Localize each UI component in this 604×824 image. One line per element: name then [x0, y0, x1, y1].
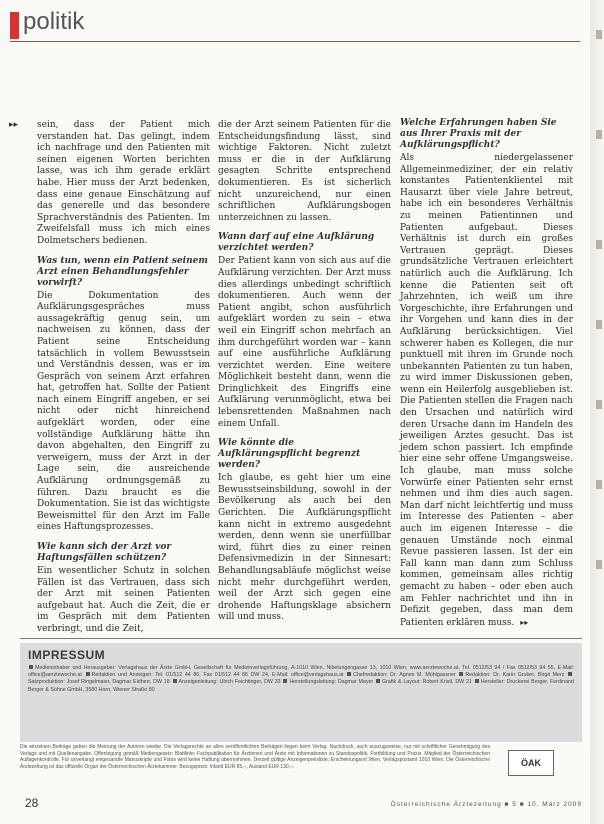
section-accent-bar: [10, 12, 19, 39]
impressum-item: Redaktion und Anzeigen: Tel. 01/512 44 86, Fax 01/512 44 86 DW 24, E-Mail: office@verlagshaus.at: [91, 672, 344, 679]
bullet-square-icon: [173, 679, 177, 683]
impressum-item: Grafik & Layout: Robert Kristl, DW 21: [382, 679, 472, 686]
impressum-title: IMPRESSUM: [28, 648, 106, 662]
article-start-marker: ▸▸: [9, 120, 19, 130]
edge-mark: [596, 400, 602, 409]
paragraph: [400, 153, 573, 629]
impressum-item: Satzproduktion: Josef Ringelmaier, Dagmar Eidherr, DW 18: [28, 679, 170, 686]
bullet-square-icon: [568, 672, 572, 676]
text-column-3: [400, 118, 573, 635]
paragraph: Ein wesentlicher Schutz in solchen Fällen ist das Vertrauen, dass sich der Arzt mit seinen Patienten aufgebaut hat. Auch die Zeit, die er im Gespräch mit dem Patienten verbringt, und die Zeit,: [37, 566, 210, 634]
impressum-item: Hersteller: Druckerei Berger, Ferdinand Berger & Söhne GmbH, 3580 Horn, Wiener Straße 80: [28, 679, 574, 693]
paragraph-text: Als niedergelassener Allgemeinmediziner, der ein relativ konstantes Patientenklientel mit Hausarzt über viele Jahre betreut, habe ich ein besonderes Verhältnis zu meinen Patientinnen und Patienten aufgebaut. Dieses Verhältnis ist durch ein großes Vertrauen geprägt. Dieses grundsätzliche Vertrauen erleichtert natürlich auch die Aufklärung. Ich kenne die Patienten seit oft Jahrzehnten, ich weiß um ihre Vorgeschichte, ihre Erfahrungen und ihr Vorgehen und kann dies in der Aufklärung berücksichtigen. Viel schwerer haben es Kollegen, die nur punktuell mit ihren im Grunde noch unbekannten Patienten zu tun haben, zu wird immer Diskussionen geben, wenn ein Heilerfolg ausgeblieben ist. Die Patienten stellen die Fragen nach den Ursachen und natürlich wird deren Ursache dann im Handeln des jeweiligen Arztes gesucht. Das ist jedem schon passiert. Ich empfinde hier eine sehr offene Umgangsweise. Ich glaube, man muss solche Vorwürfe einer Patienten sehr ernst nehmen und ihm dies auch sagen. Man darf nicht leichtfertig und muss im Interesse des Patienten – aber auch im eigenen Interesse – die genauen Umstände noch einmal Revue passieren lassen. Ist der ein Fall kann man dann zum Schluss kommen, gemeinsam alles richtig gemacht zu haben – oder eben auch am Fehler nachrichtet und ihn in Defizit gegeben, dass man dem Patienten erklären muss.: [400, 153, 573, 628]
header-rule: [10, 41, 580, 42]
edge-mark: [596, 560, 602, 569]
paragraph: Ich glaube, es geht hier um eine Bewusstseinsbildung, sowohl in der Bevölkerung als auch bei den Gerichten. Die Aufklärungspflicht kann nicht in extremo ausgedehnt werden, denn wenn sie unerfüllbar wird, führt dies zu einer reinen Defensivmedizin in der Sinnesart: Behandlungsabläufe möglichst weise nicht mehr durchgeführt werden, weil der Arzt sich gegen eine drohende Haftungsklage absichern will und muss.: [218, 473, 391, 623]
bullet-square-icon: [86, 672, 90, 676]
paragraph: die der Arzt seinem Patienten für die Entscheidungsfindung lässt, sind wichtige Faktoren. Nicht zuletzt muss er die in der Aufklärung gesagten Schritte entsprechend dokumentieren. Es ist sicherlich nicht unzureichend, nur einen schriftlichen Aufklärungsbogen unterzeichnen zu lassen.: [218, 120, 391, 223]
impressum-rule: [20, 638, 582, 639]
impressum-item: Herstellungsleitung: Dagmar Mayer: [289, 679, 374, 686]
page-edge: [590, 0, 604, 824]
bullet-square-icon: [347, 672, 351, 676]
text-column-1: [37, 120, 210, 642]
impressum-body: [28, 665, 574, 694]
edge-mark: [596, 30, 602, 39]
edge-mark: [596, 240, 602, 249]
edge-mark: [596, 130, 602, 139]
bullet-square-icon: [475, 679, 479, 683]
bullet-square-icon: [376, 679, 380, 683]
impressum-box: [20, 643, 582, 742]
question-heading: Welche Erfahrungen haben Sie aus Ihrer Praxis mit der Aufklärungspflicht?: [400, 118, 557, 150]
bullet-square-icon: [459, 672, 463, 676]
journal-footer: Österreichische Ärztezeitung ■ 5 ■ 10. März 2009: [390, 801, 582, 808]
paragraph: Die Dokumentation des Aufklärungsgespräches muss aussagekräftig genug sein, um nachweisen zu können, dass der Patient seine Entscheidung tatsächlich in vollem Bewusstsein und Verständnis dessen, was er im Gespräch von seinem Arzt erfahren hat, getroffen hat. Sollte der Patient nach einem Eingriff angeben, er sei nicht oder nicht hinreichend aufgeklärt worden, oder eine vollständige Aufklärung hätte ihn davon abgehalten, den Eingriff zu verweigern, muss der Arzt in der Lage sein, die ausreichende Aufklärung ordnungsgemäß zu führen. Dazu braucht es die Dokumentation. Sie ist das wichtigste Beweismittel für den Arzt im Falle eines Haftungsprozesses.: [37, 290, 211, 533]
paragraph: Der Patient kann von sich aus auf die Aufklärung verzichten. Der Arzt muss dies allerdings unbedingt schriftlich dokumentieren. Auch wenn der Patient angibt, schon ausführlich aufgeklärt worden zu sein – etwa weil ein Eingriff schon mehrfach an ihm durchgeführt worden war – kann auf eine ausführliche Aufklärung verzichtet werden. Eine weitere Möglichkeit besteht dann, wenn die Dringlichkeit des Eingriffs eine Aufklärung verunmöglicht, etwa bei lebensrettenden Maßnahmen nach einem Unfall.: [218, 256, 391, 429]
question-heading: Wie kann sich der Arzt vor Haftungsfällen schützen?: [37, 542, 172, 563]
text-column-2: [218, 120, 391, 630]
impressum-item: Anzeigenleitung: Ulrich Feichtinger, DW 33: [178, 679, 281, 686]
page-number: 28: [25, 796, 39, 810]
section-title: politik: [23, 8, 85, 35]
question-heading: Wann darf auf eine Aufklärung verzichtet werden?: [218, 232, 375, 254]
question-heading: Wie könnte die Aufklärungspflicht begrenzt werden?: [218, 438, 361, 471]
bullet-square-icon: [29, 665, 33, 669]
paragraph: sein, dass der Patient mich verstanden hat. Das gelingt, indem ich nachfrage und den Patienten mit seinen eigenen Worten berichten lasse, was ich ihm gerade erklärt habe. Hier muss der Arzt bedenken, dass eine genaue Einschätzung auf das generelle und das besondere Sprachverständnis des Patienten. Im Zweifelsfall muss ich mich eines Dolmetschers bedienen.: [37, 120, 210, 246]
impressum-item: Medieninhaber und Herausgeber: Verlagshaus der Ärzte GmbH, Gesellschaft für Medizinverlagsführung, A-1010 Wien, Nibelungengasse 13, 1010 Wien, www.aerztewoche.at, Tel. 0512/53 94 / Fax 0512/53 94 55, E-Mail: office@aerztewoche.at: [28, 665, 574, 679]
oak-logo: ÖAK: [508, 750, 554, 776]
edge-mark: [596, 320, 602, 329]
impressum-item: Chefredaktion: Dr. Agnes M. Mühlgassner: [353, 672, 456, 679]
impressum-item: Redaktion: Dr. Karin Gruber, Birgit Merz: [465, 672, 565, 679]
edge-mark: [596, 480, 602, 489]
impressum-footnote: Die einzelnen Beiträge geben die Meinung der Autoren wieder. Die Verlagsrechte an allen veröffentlichten Beiträgen liegen beim Verlag. Nachdruck, auch auszugsweise, nur mit schriftlicher Genehmigung des Verlags und mit Quellenangabe. Offenlegung gemäß Mediengesetz: Blattlinie: Fachpublikation für Ärztinnen und Ärzte mit Informationen zu Standespolitik, Fortbildung und Praxis. Mitglied der Österreichischen Auflagenkontrolle. Für unverlangt eingesandte Manuskripte und Fotos wird keine Haftung übernommen. Derzeit gültige Anzeigenpreisliste; Erscheinungsort Wien, Verlagspostamt 1010 Wien. Die Österreichische Ärztezeitung ist das offizielle Organ der Österreichischen Ärztekammer. Bezugspreis: Inland EUR 85,–, Ausland EUR 130,–.: [20, 744, 490, 770]
question-heading: Was tun, wenn ein Patient seinem Arzt einen Behandlungsfehler vorwirft?: [37, 255, 208, 288]
bullet-square-icon: [283, 679, 287, 683]
article-end-marker: ▸▸: [520, 617, 529, 627]
